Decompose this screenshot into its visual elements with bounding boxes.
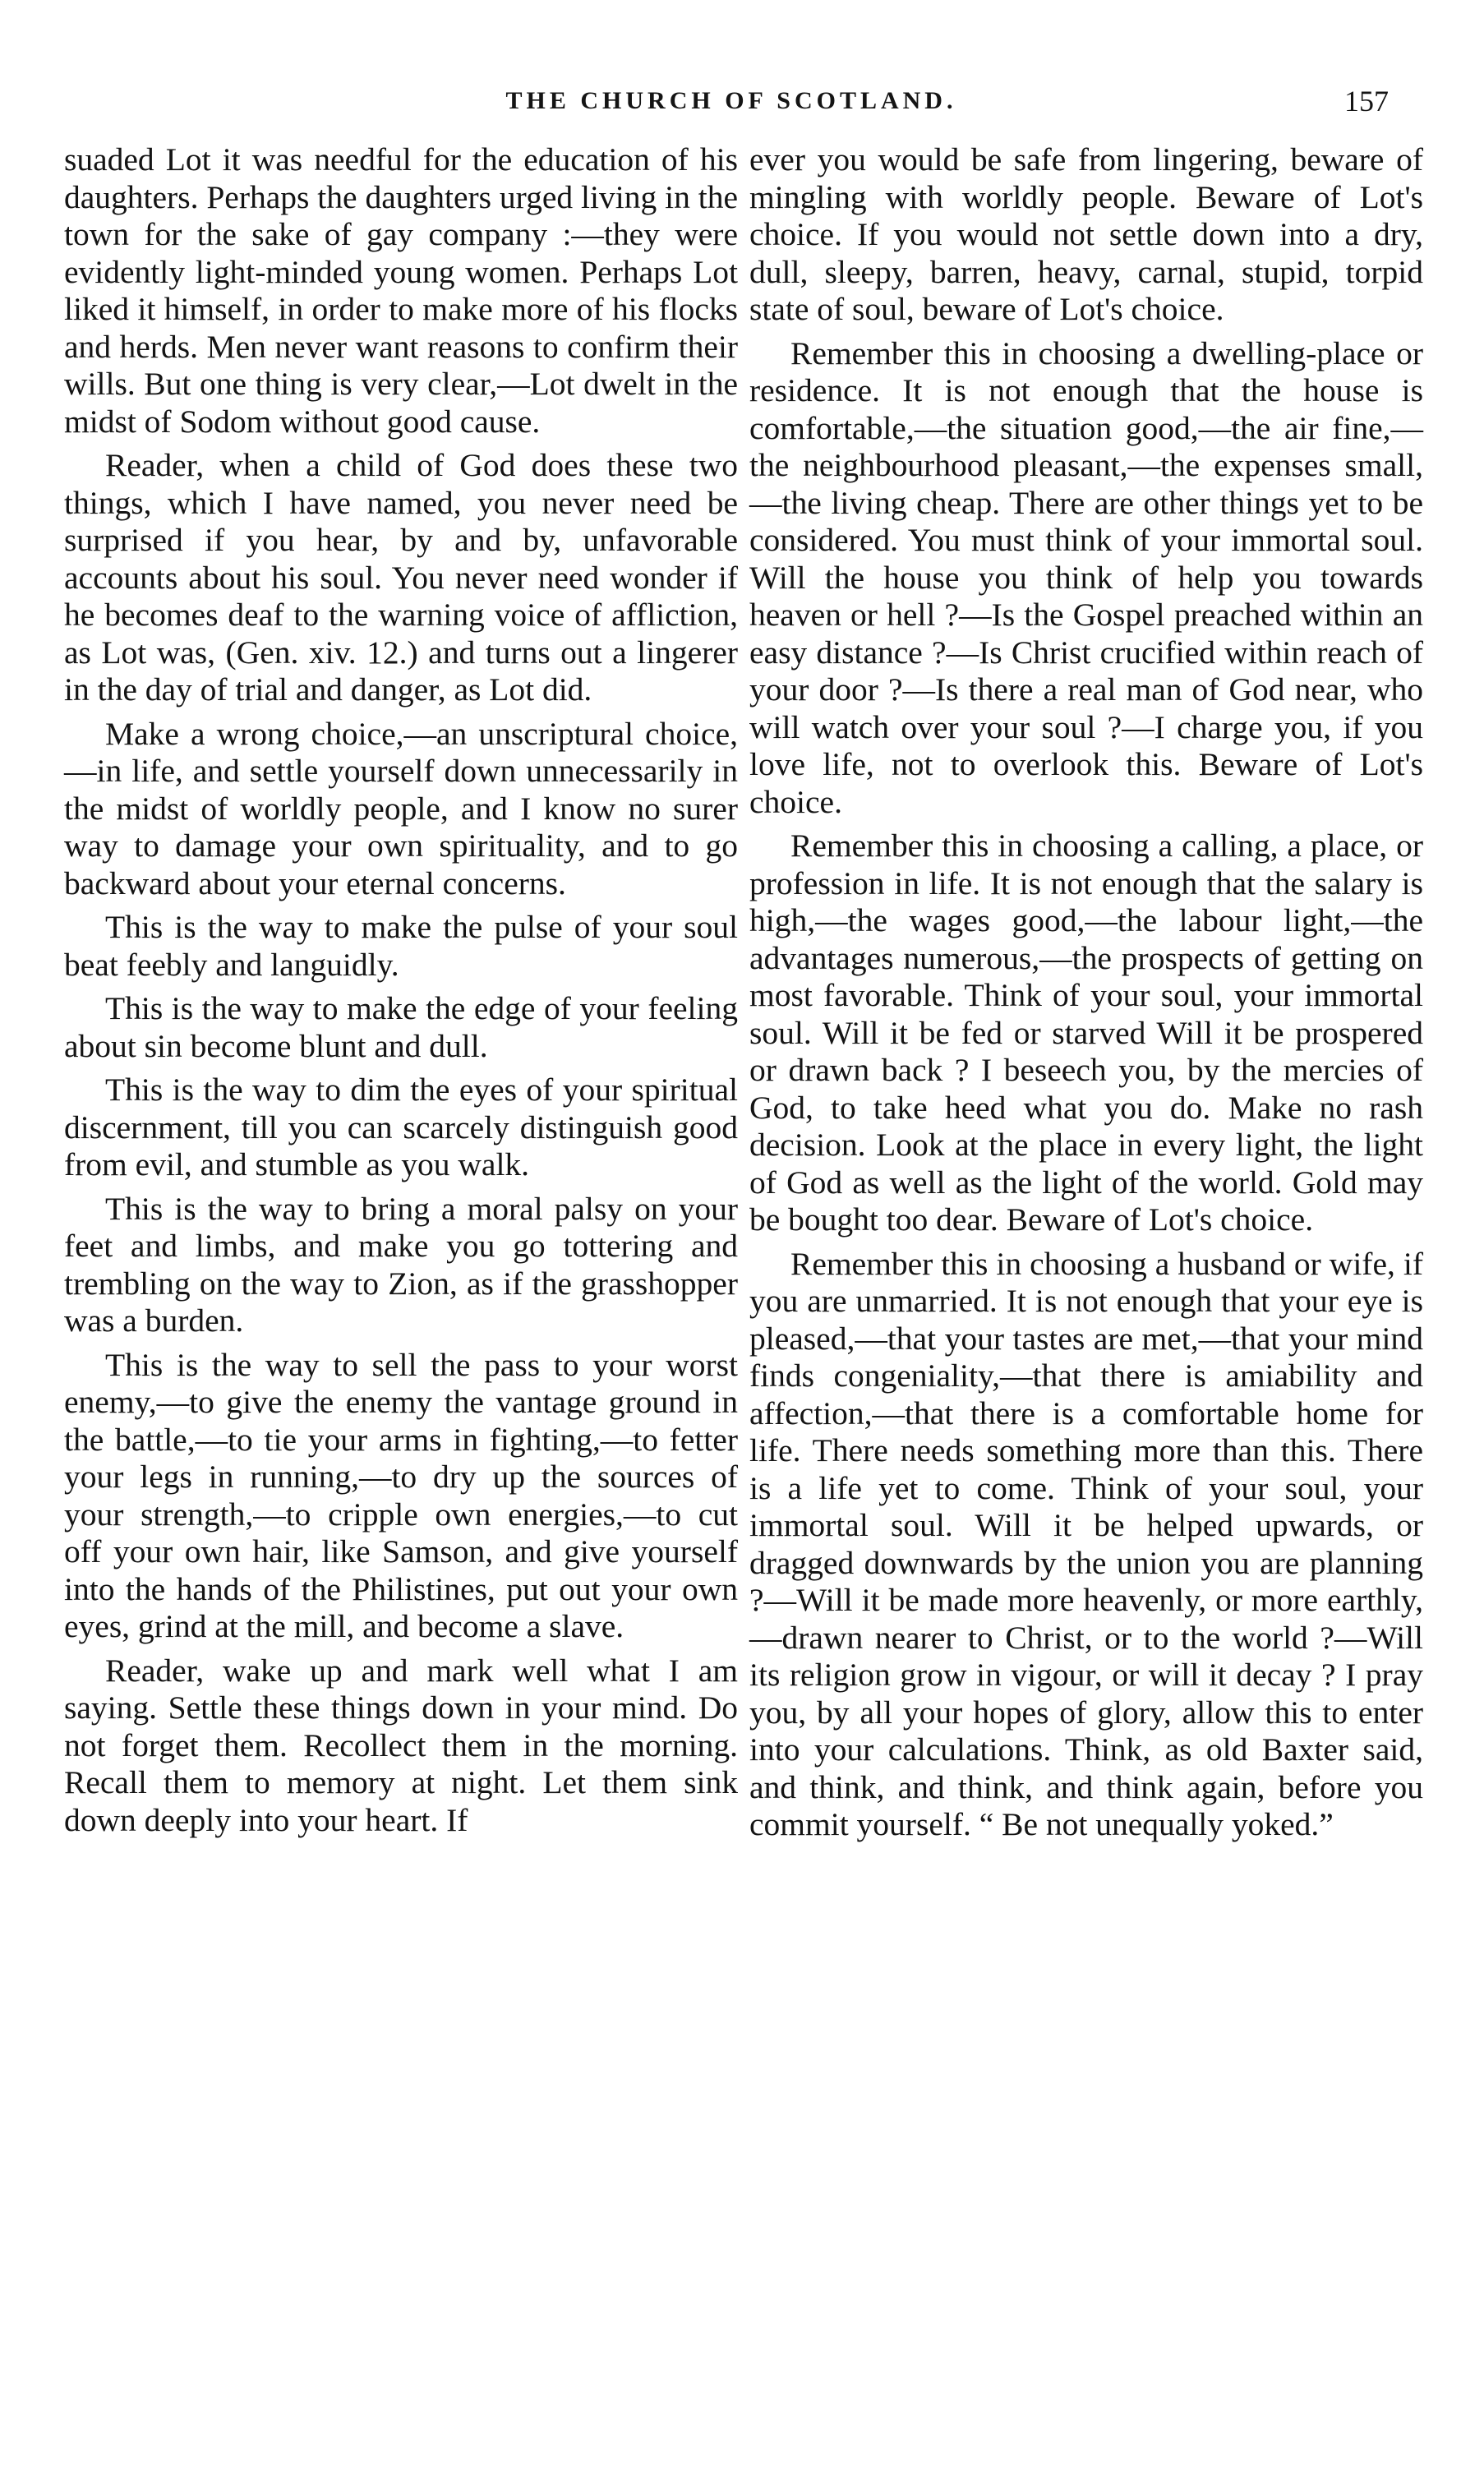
paragraph: This is the way to sell the pass to your worst enemy,—to give the enemy the vantage ground in the battle,—to tie your arms in fighting,—to fetter your legs in running,—to dry up the sources of your strength,—to cripple own energies,—to cut off your own hair, like Samson, and give yourself into the hands of the Philistines, put out your own eyes, grind at the mill, and become a slave. [64, 1346, 738, 1644]
running-head [66, 81, 1397, 122]
paragraph: Remember this in choosing a husband or wife, if you are unmarried. It is not enough that your eye is pleased,—that your tastes are met,—that your mind finds congeniality,—that there is amiability and affection,—that there is a comfortable home for life. There needs something more than this. There is a life yet to come. Think of your soul, your immortal soul. Will it be helped upwards, or dragged downwards by the union you are planning ?—Will it be made more heavenly, or more earthly,—drawn nearer to Christ, or to the world ?—Will its religion grow in vigour, or will it decay ? I pray you, by all your hopes of glory, allow this to enter into your calculations. Think, as old Baxter said, and think, and think, and think again, before you commit yourself. “ Be not unequally yoked.” [749, 1245, 1423, 1842]
right-column [749, 141, 1423, 1851]
paragraph: This is the way to make the pulse of your soul beat feebly and languidly. [64, 909, 738, 983]
paragraph: Remember this in choosing a dwelling-place or residence. It is not enough that the house is comfortable,—the situation good,—the air fine,—the neighbourhood pleasant,—the expenses small,—the living cheap. There are other things yet to be considered. You must think of your immortal soul. Will the house you think of help you towards heaven or hell ?—Is the Gospel preached within an easy distance ?—Is Christ crucified within reach of your door ?—Is there a real man of God near, who will watch over your soul ?—I charge you, if you love life, not to overlook this. Beware of Lot's choice. [749, 334, 1423, 820]
page-number: 157 [1344, 85, 1389, 118]
paragraph: This is the way to make the edge of your feeling about sin become blunt and dull. [64, 990, 738, 1064]
paragraph: Reader, when a child of God does these two things, which I have named, you never need be surprised if you hear, by and by, unfavorable accounts about his soul. You never need wonder if he becomes deaf to the warning voice of affliction, as Lot was, (Gen. xiv. 12.) and turns out a lingerer in the day of trial and danger, as Lot did. [64, 447, 738, 708]
paragraph: Make a wrong choice,—an unscriptural choice,—in life, and settle yourself down unnecessarily in the midst of worldly people, and I know no surer way to damage your own spirituality, and to go backward about your eternal concerns. [64, 715, 738, 901]
paragraph: This is the way to bring a moral palsy on your feet and limbs, and make you go tottering and trembling on the way to Zion, as if the grasshopper was a burden. [64, 1190, 738, 1339]
running-title: THE CHURCH OF SCOTLAND. [505, 87, 957, 114]
paragraph: Remember this in choosing a calling, a place, or profession in life. It is not enough that the salary is high,—the wages good,—the labour light,—the advantages numerous,—the prospects of getting on most favorable. Think of your soul, your immortal soul. Will it be fed or starved Will it be prospered or drawn back ? I beseech you, by the mercies of God, to take heed what you do. Make no rash decision. Look at the place in every light, the light of God as well as the light of the world. Gold may be bought too dear. Beware of Lot's choice. [749, 827, 1423, 1238]
paragraph: This is the way to dim the eyes of your spiritual discernment, till you can scarcely distinguish good from evil, and stumble as you walk. [64, 1072, 738, 1182]
paragraph: ever you would be safe from lingering, beware of mingling with worldly people. Beware of Lot's choice. If you would not settle down into a dry, dull, sleepy, barren, heavy, carnal, stupid, torpid state of soul, beware of Lot's choice. [749, 141, 1423, 327]
paragraph: suaded Lot it was needful for the education of his daughters. Perhaps the daughters urged living in the town for the sake of gay company :—they were evidently light-minded young women. Perhaps Lot liked it himself, in order to make more of his flocks and herds. Men never want reasons to confirm their wills. But one thing is very clear,—Lot dwelt in the midst of Sodom without good cause. [64, 141, 738, 440]
paragraph: Reader, wake up and mark well what I am saying. Settle these things down in your mind. Do not forget them. Recollect them in the morning. Recall them to memory at night. Let them sink down deeply into your heart. If [64, 1652, 738, 1838]
left-column [64, 141, 738, 1846]
